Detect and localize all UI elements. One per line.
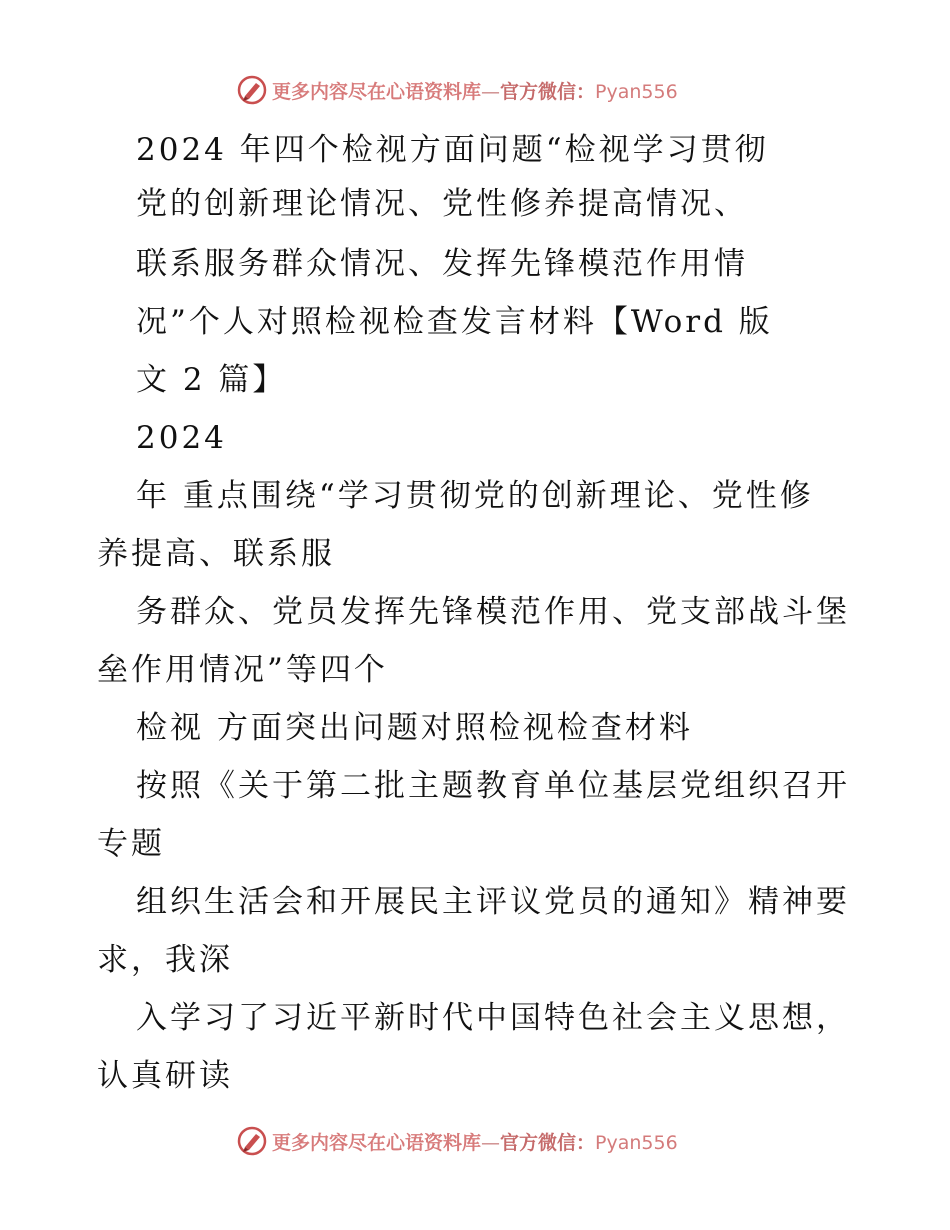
pen-logo-icon [236, 1125, 268, 1157]
body-line: 检视 方面突出问题对照检视检查材料 [136, 710, 693, 746]
footer-watermark [236, 1124, 678, 1158]
body-line: 况”个人对照检视检查发言材料【Word 版 [136, 304, 773, 340]
body-line: 2024 年四个检视方面问题“检视学习贯彻 [136, 132, 769, 168]
body-line: 务群众、党员发挥先锋模范作用、党支部战斗堡 [136, 594, 850, 630]
body-line: 专题 [97, 826, 165, 862]
body-line: 认真研读 [97, 1058, 233, 1094]
body-line: 年 重点围绕“学习贯彻党的创新理论、党性修 [136, 478, 814, 514]
body-line: 党的创新理论情况、党性修养提高情况、 [136, 186, 748, 222]
pen-logo-icon [236, 74, 268, 106]
header-watermark [236, 73, 678, 107]
watermark-text: 更多内容尽在心语资料库—官方微信：Pyan556 [272, 80, 678, 103]
body-line: 组织生活会和开展民主评议党员的通知》精神要 [136, 884, 850, 920]
body-line: 养提高、联系服 [97, 536, 335, 572]
watermark-text: 更多内容尽在心语资料库—官方微信：Pyan556 [272, 1131, 678, 1154]
body-line: 文 2 篇】 [136, 362, 287, 398]
body-line: 联系服务群众情况、发挥先锋模范作用情 [136, 246, 748, 282]
body-line: 入学习了习近平新时代中国特色社会主义思想， [136, 1000, 850, 1036]
body-line: 2024 [136, 420, 227, 456]
body-line: 求，我深 [97, 942, 233, 978]
body-line: 垒作用情况”等四个 [97, 652, 388, 688]
body-line: 按照《关于第二批主题教育单位基层党组织召开 [136, 768, 850, 804]
